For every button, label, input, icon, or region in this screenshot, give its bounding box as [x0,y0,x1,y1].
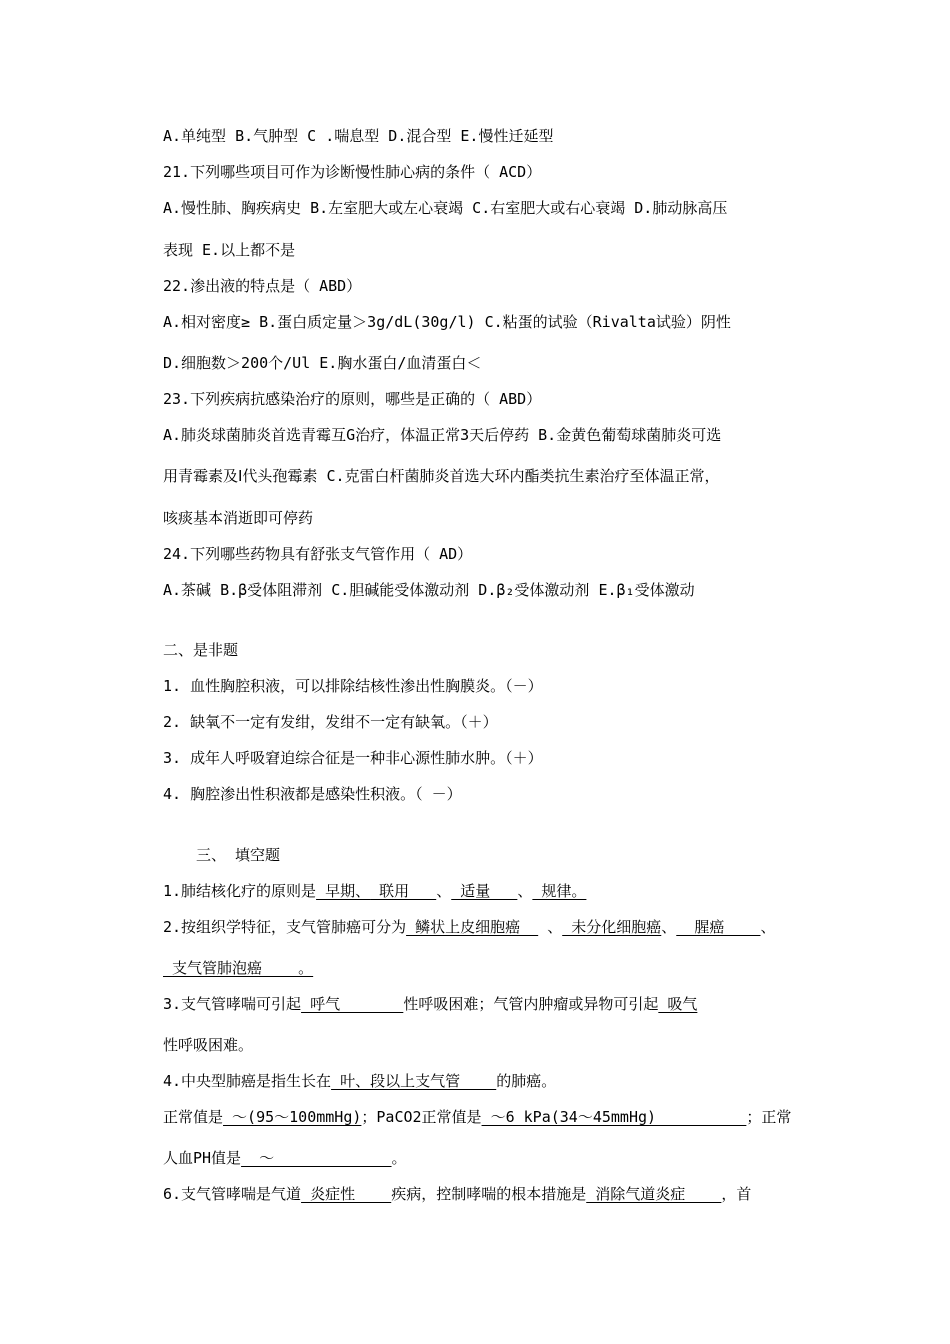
tf-item-3: 3. 成年人呼吸窘迫综合征是一种非心源性肺水肿。（＋） [163,749,543,767]
fill-2-prefix: 2.按组织学特征，支气管肺癌可分为 [163,918,407,936]
fill-item-3-line2: 性呼吸困难。 [163,1036,254,1054]
fill-2-answer-1: 鳞状上皮细胞癌 [406,918,539,936]
q21-options-line2: 表现 E.以上都不是 [163,241,296,259]
fill-1-answer-2: 联用 [370,882,437,900]
fill-item-6 [163,1184,823,1204]
fill-item-5-line2 [163,1148,823,1168]
fill-3-prefix: 3.支气管哮喘可引起 [163,995,302,1013]
section2-title: 二、是非题 [163,641,239,659]
q23-options-line3: 咳痰基本消逝即可停药 [163,509,314,527]
fill-5-answer-3: ～ [241,1149,392,1167]
fill-5-suffix-2: 。 [391,1149,407,1167]
fill-5-mid: ；PaCO2正常值是 [361,1108,482,1126]
fill-6-suffix: ，首 [721,1185,752,1203]
tf-item-1: 1. 血性胸腔积液，可以排除结核性渗出性胸膜炎。（－） [163,677,543,695]
fill-6-answer-2: 消除气道炎症 [586,1185,722,1203]
q23-stem: 23.下列疾病抗感染治疗的原则，哪些是正确的（ ABD） [163,390,542,408]
q21-stem: 21.下列哪些项目可作为诊断慢性肺心病的条件（ ACD） [163,163,542,181]
fill-6-answer-1: 炎症性 [301,1185,392,1203]
q24-options: A.茶碱 B.β受体阻滞剂 C.胆碱能受体激动剂 D.β₂受体激动剂 E.β₁受体激动 [163,581,695,599]
fill-6-prefix: 6.支气管哮喘是气道 [163,1185,302,1203]
fill-2-sep-3: 、 [760,918,776,936]
fill-1-answer-3: 适量 [451,882,518,900]
fill-item-3-line1 [163,994,823,1014]
fill-5-answer-2: ～6 kPa(34～45mmHg) [481,1108,747,1126]
fill-item-2-line2 [163,958,823,978]
q20-options: A.单纯型 B.气肿型 C .喘息型 D.混合型 E.慢性迁延型 [163,127,554,145]
tf-item-2: 2. 缺氧不一定有发绀，发绀不一定有缺氧。（＋） [163,713,498,731]
q23-options-line1: A.肺炎球菌肺炎首选青霉互G治疗，体温正常3天后停药 B.金黄色葡萄球菌肺炎可选 [163,426,722,444]
fill-4-suffix: 的肺癌。 [496,1072,557,1090]
fill-1-sep-2: 、 [517,882,533,900]
fill-3-answer-1: 呼气 [301,995,404,1013]
fill-2-sep-2: 、 [661,918,677,936]
fill-4-prefix: 4.中央型肺癌是指生长在 [163,1072,332,1090]
fill-5-answer-1: ～(95～100mmHg) [223,1108,362,1126]
fill-3-answer-2: 吸气 [658,995,698,1013]
fill-item-4 [163,1071,823,1091]
fill-2-sep-1: 、 [538,918,563,936]
fill-1-answer-4: 规律。 [532,882,587,900]
fill-6-mid: 疾病，控制哮喘的根本措施是 [391,1185,587,1203]
fill-1-sep-1: 、 [436,882,452,900]
q21-options-line1: A.慢性肺、胸疾病史 B.左室肥大或左心衰竭 C.右室肥大或右心衰竭 D.肺动脉高压 [163,199,728,217]
q22-options-line1: A.相对密度≥ B.蛋白质定量＞3g/dL(30g/l) C.粘蛋的试验（Rivalta试验）阴性 [163,313,731,331]
fill-item-5-line1 [163,1107,823,1127]
q24-stem: 24.下列哪些药物具有舒张支气管作用（ AD） [163,545,473,563]
q22-stem: 22.渗出液的特点是（ ABD） [163,277,362,295]
fill-3-mid: 性呼吸困难；气管内肿瘤或异物可引起 [403,995,659,1013]
fill-5-prefix: 正常值是 [163,1108,224,1126]
q23-options-line2: 用青霉素及Ⅰ代头孢霉素 C.克雷白杆菌肺炎首选大环内酯类抗生素治疗至体温正常， [163,467,720,485]
fill-2-answer-2: 未分化细胞癌 [562,918,662,936]
section3-title: 三、 填空题 [196,846,281,864]
tf-item-4: 4. 胸腔渗出性积液都是感染性积液。（ －） [163,785,462,803]
fill-1-prefix: 1.肺结核化疗的原则是 [163,882,317,900]
fill-item-1 [163,881,823,901]
fill-item-2-line1 [163,917,823,937]
fill-5-prefix-2: 人血PH值是 [163,1149,242,1167]
fill-1-answer-1: 早期、 [316,882,371,900]
fill-4-answer-1: 叶、段以上支气管 [331,1072,497,1090]
fill-2-answer-4: 支气管肺泡癌 。 [163,959,314,977]
fill-2-answer-3: 腥癌 [676,918,761,936]
fill-5-suffix: ；正常 [746,1108,792,1126]
q22-options-line2: D.细胞数＞200个/Ul E.胸水蛋白/血清蛋白＜ [163,354,482,372]
